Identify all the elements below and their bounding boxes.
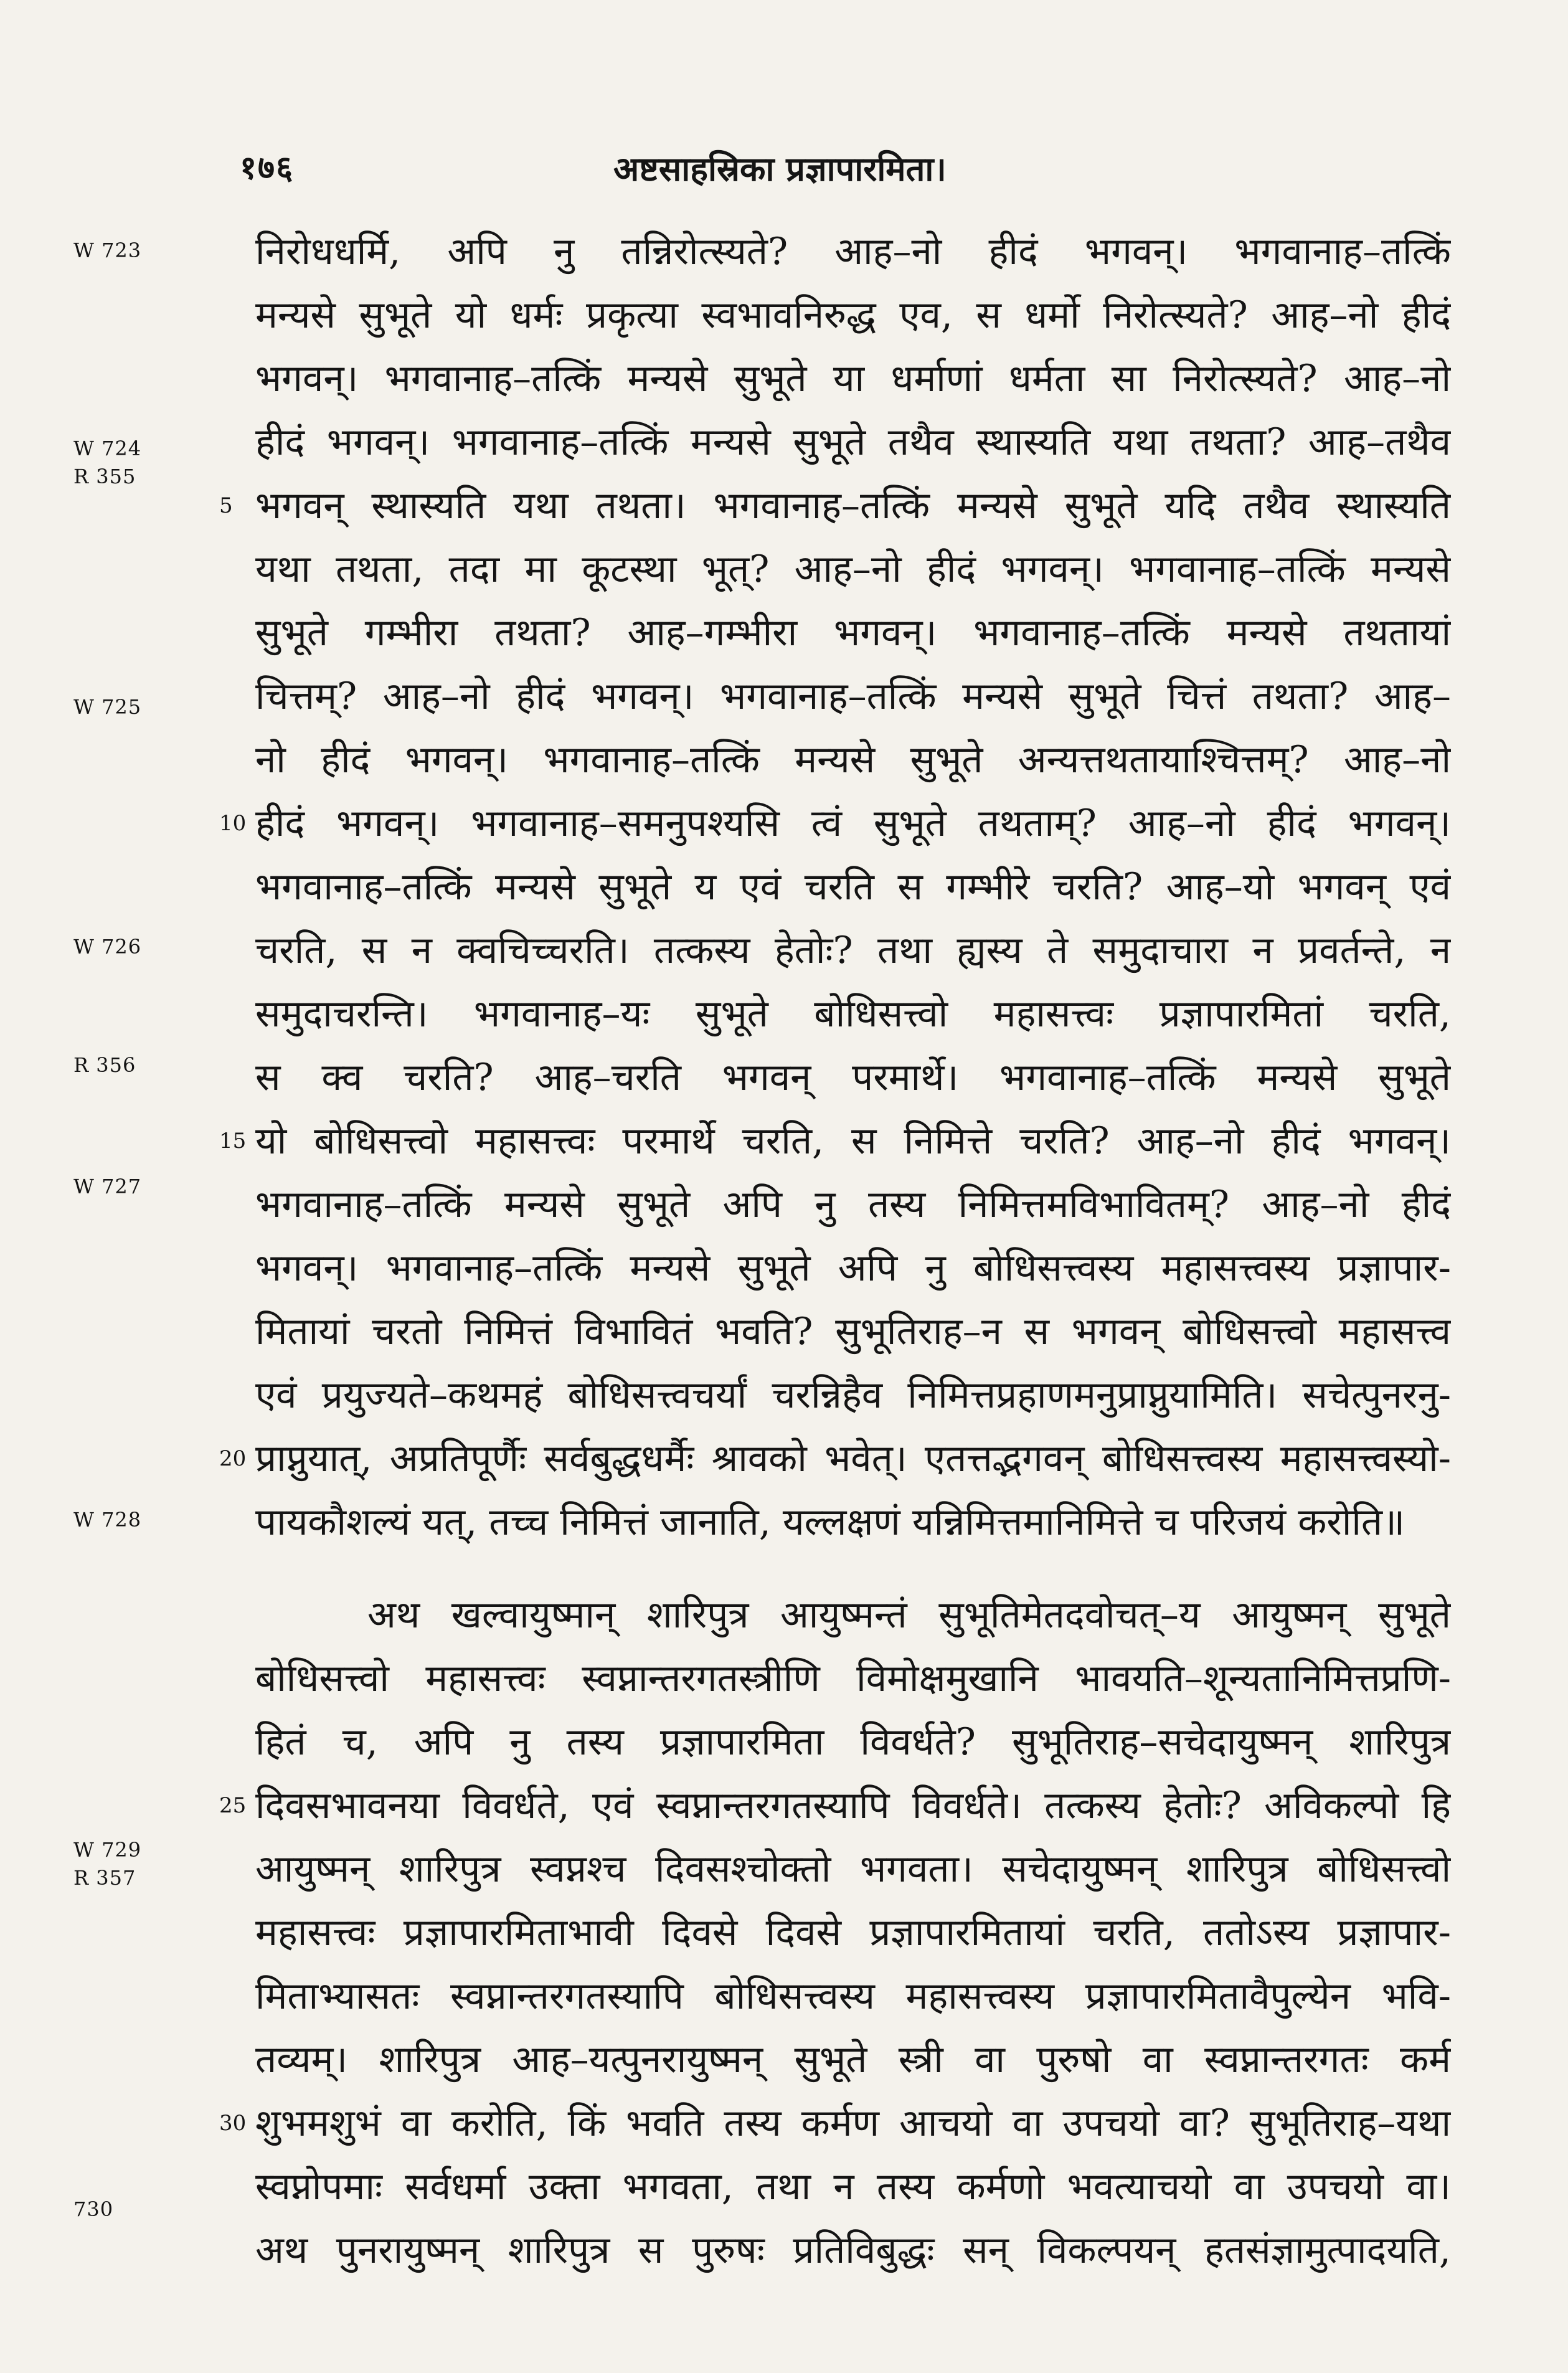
text-line: मिताभ्यासतः स्वप्नान्तरगतस्यापि बोधिसत्त्वस्य महासत्त्वस्य प्रज्ञापारमितावैपुल्येन भवि- (255, 1974, 1451, 2018)
line-number: 15 (219, 1129, 247, 1153)
text-line: तव्यम्। शारिपुत्र आह–यत्पुनरायुष्मन् सुभूते स्त्री वा पुरुषो वा स्वप्नान्तरगतः कर्म (255, 2038, 1451, 2082)
text-line: मितायां चरतो निमित्तं विभावितं भवति? सुभूतिराह–न स भगवन् बोधिसत्त्वो महासत्त्व (255, 1310, 1451, 1353)
margin-ref-w724: W 724 (73, 437, 142, 460)
line-number: 10 (219, 811, 247, 836)
line-number: 25 (219, 1793, 247, 1818)
text-line: आयुष्मन् शारिपुत्र स्वप्नश्च दिवसश्चोक्तो भगवता। सचेदायुष्मन् शारिपुत्र बोधिसत्त्वो (255, 1847, 1451, 1891)
text-line: चरति, स न क्वचिच्चरति। तत्कस्य हेतोः? तथा ह्यस्य ते समुदाचारा न प्रवर्तन्ते, न (255, 929, 1451, 972)
text-line: प्राप्नुयात्, अप्रतिपूर्णैः सर्वबुद्धधर्मैः श्रावको भवेत्। एतत्तद्भगवन् बोधिसत्त्वस्य महासत्त्वस्यो- (255, 1437, 1451, 1480)
text-line: भगवन्। भगवानाह–तत्किं मन्यसे सुभूते अपि नु बोधिसत्त्वस्य महासत्त्वस्य प्रज्ञापार- (255, 1246, 1451, 1290)
text-line: हीदं भगवन्। भगवानाह–समनुपश्यसि त्वं सुभूते तथताम्? आह–नो हीदं भगवन्। (255, 802, 1451, 845)
line-number: 20 (219, 1446, 247, 1471)
text-line: हितं च, अपि नु तस्य प्रज्ञापारमिता विवर्धते? सुभूतिराह–सचेदायुष्मन् शारिपुत्र (255, 1720, 1451, 1764)
text-line: शुभमशुभं वा करोति, किं भवति तस्य कर्मण आचयो वा उपचयो वा? सुभूतिराह–यथा (255, 2101, 1451, 2145)
margin-ref-w729: W 729 (73, 1838, 142, 1862)
text-line: बोधिसत्त्वो महासत्त्वः स्वप्नान्तरगतस्त्रीणि विमोक्षमुखानि भावयति–शून्यतानिमित्तप्रणि- (255, 1657, 1451, 1700)
line-number: 30 (219, 2111, 247, 2136)
page-header (240, 144, 1454, 194)
text-line: हीदं भगवन्। भगवानाह–तत्किं मन्यसे सुभूते तथैव स्थास्यति यथा तथता? आह–तथैव (255, 420, 1451, 464)
text-line: यथा तथता, तदा मा कूटस्था भूत्? आह–नो हीदं भगवन्। भगवानाह–तत्किं मन्यसे (255, 547, 1451, 591)
running-title: अष्टसाहस्रिका प्रज्ञापारमिता। (613, 149, 947, 189)
margin-ref-w723: W 723 (73, 239, 142, 262)
margin-ref-r355: R 355 (73, 465, 136, 488)
text-line: भगवानाह–तत्किं मन्यसे सुभूते अपि नु तस्य निमित्तमविभावितम्? आह–नो हीदं (255, 1183, 1451, 1226)
text-line: महासत्त्वः प्रज्ञापारमिताभावी दिवसे दिवसे प्रज्ञापारमितायां चरति, ततोऽस्य प्रज्ञापार- (255, 1911, 1451, 1954)
text-line: स क्व चरति? आह–चरति भगवन् परमार्थे। भगवानाह–तत्किं मन्यसे सुभूते (255, 1056, 1451, 1099)
text-line: यो बोधिसत्त्वो महासत्त्वः परमार्थे चरति, स निमित्ते चरति? आह–नो हीदं भगवन्। (255, 1119, 1451, 1163)
text-line: नो हीदं भगवन्। भगवानाह–तत्किं मन्यसे सुभूते अन्यत्तथतायाश्चित्तम्? आह–नो (255, 738, 1451, 782)
margin-ref-w728: W 728 (73, 1508, 142, 1532)
text-line: दिवसभावनया विवर्धते, एवं स्वप्नान्तरगतस्यापि विवर्धते। तत्कस्य हेतोः? अविकल्पो हि (255, 1784, 1451, 1827)
margin-ref-730: 730 (73, 2197, 114, 2221)
text-line: एवं प्रयुज्यते–कथमहं बोधिसत्त्वचर्यां चरन्निहैव निमित्तप्रहाणमनुप्राप्नुयामिति। सचेत्पुनरनु- (255, 1373, 1451, 1417)
margin-ref-w725: W 725 (73, 695, 142, 719)
text-line: स्वप्नोपमाः सर्वधर्मा उक्ता भगवता, तथा न तस्य कर्मणो भवत्याचयो वा उपचयो वा। (255, 2165, 1451, 2209)
text-line: अथ खल्वायुष्मान् शारिपुत्र आयुष्मन्तं सुभूतिमेतदवोचत्–य आयुष्मन् सुभूते (367, 1593, 1451, 1637)
margin-ref-r357: R 357 (73, 1866, 136, 1890)
margin-ref-r356: R 356 (73, 1053, 136, 1077)
margin-ref-w727: W 727 (73, 1175, 142, 1198)
line-number: 5 (219, 493, 233, 518)
text-line: सुभूते गम्भीरा तथता? आह–गम्भीरा भगवन्। भगवानाह–तत्किं मन्यसे तथतायां (255, 611, 1451, 655)
text-line: भगवन्। भगवानाह–तत्किं मन्यसे सुभूते या धर्माणां धर्मता सा निरोत्स्यते? आह–नो (255, 357, 1451, 400)
text-line: निरोधधर्मि, अपि नु तन्निरोत्स्यते? आह–नो हीदं भगवन्। भगवानाह–तत्किं (255, 230, 1451, 273)
text-line: अथ पुनरायुष्मन् शारिपुत्र स पुरुषः प्रतिविबुद्धः सन् विकल्पयन् हतसंज्ञामुत्पादयति, (255, 2229, 1451, 2272)
text-line: मन्यसे सुभूते यो धर्मः प्रकृत्या स्वभावनिरुद्ध एव, स धर्मो निरोत्स्यते? आह–नो हीदं (255, 293, 1451, 337)
text-line: चित्तम्? आह–नो हीदं भगवन्। भगवानाह–तत्किं मन्यसे सुभूते चित्तं तथता? आह– (255, 675, 1451, 718)
text-line: समुदाचरन्ति। भगवानाह–यः सुभूते बोधिसत्त्वो महासत्त्वः प्रज्ञापारमितां चरति, (255, 992, 1451, 1036)
page-number: १७६ (240, 149, 295, 187)
margin-ref-w726: W 726 (73, 935, 142, 959)
text-line: भगवानाह–तत्किं मन्यसे सुभूते य एवं चरति स गम्भीरे चरति? आह–यो भगवन् एवं (255, 865, 1451, 909)
text-line: भगवन् स्थास्यति यथा तथता। भगवानाह–तत्किं मन्यसे सुभूते यदि तथैव स्थास्यति (255, 484, 1451, 528)
text-line: पायकौशल्यं यत्, तच्च निमित्तं जानाति, यल्लक्षणं यन्निमित्तमानिमित्ते च परिजयं करोति॥ (255, 1500, 1405, 1544)
